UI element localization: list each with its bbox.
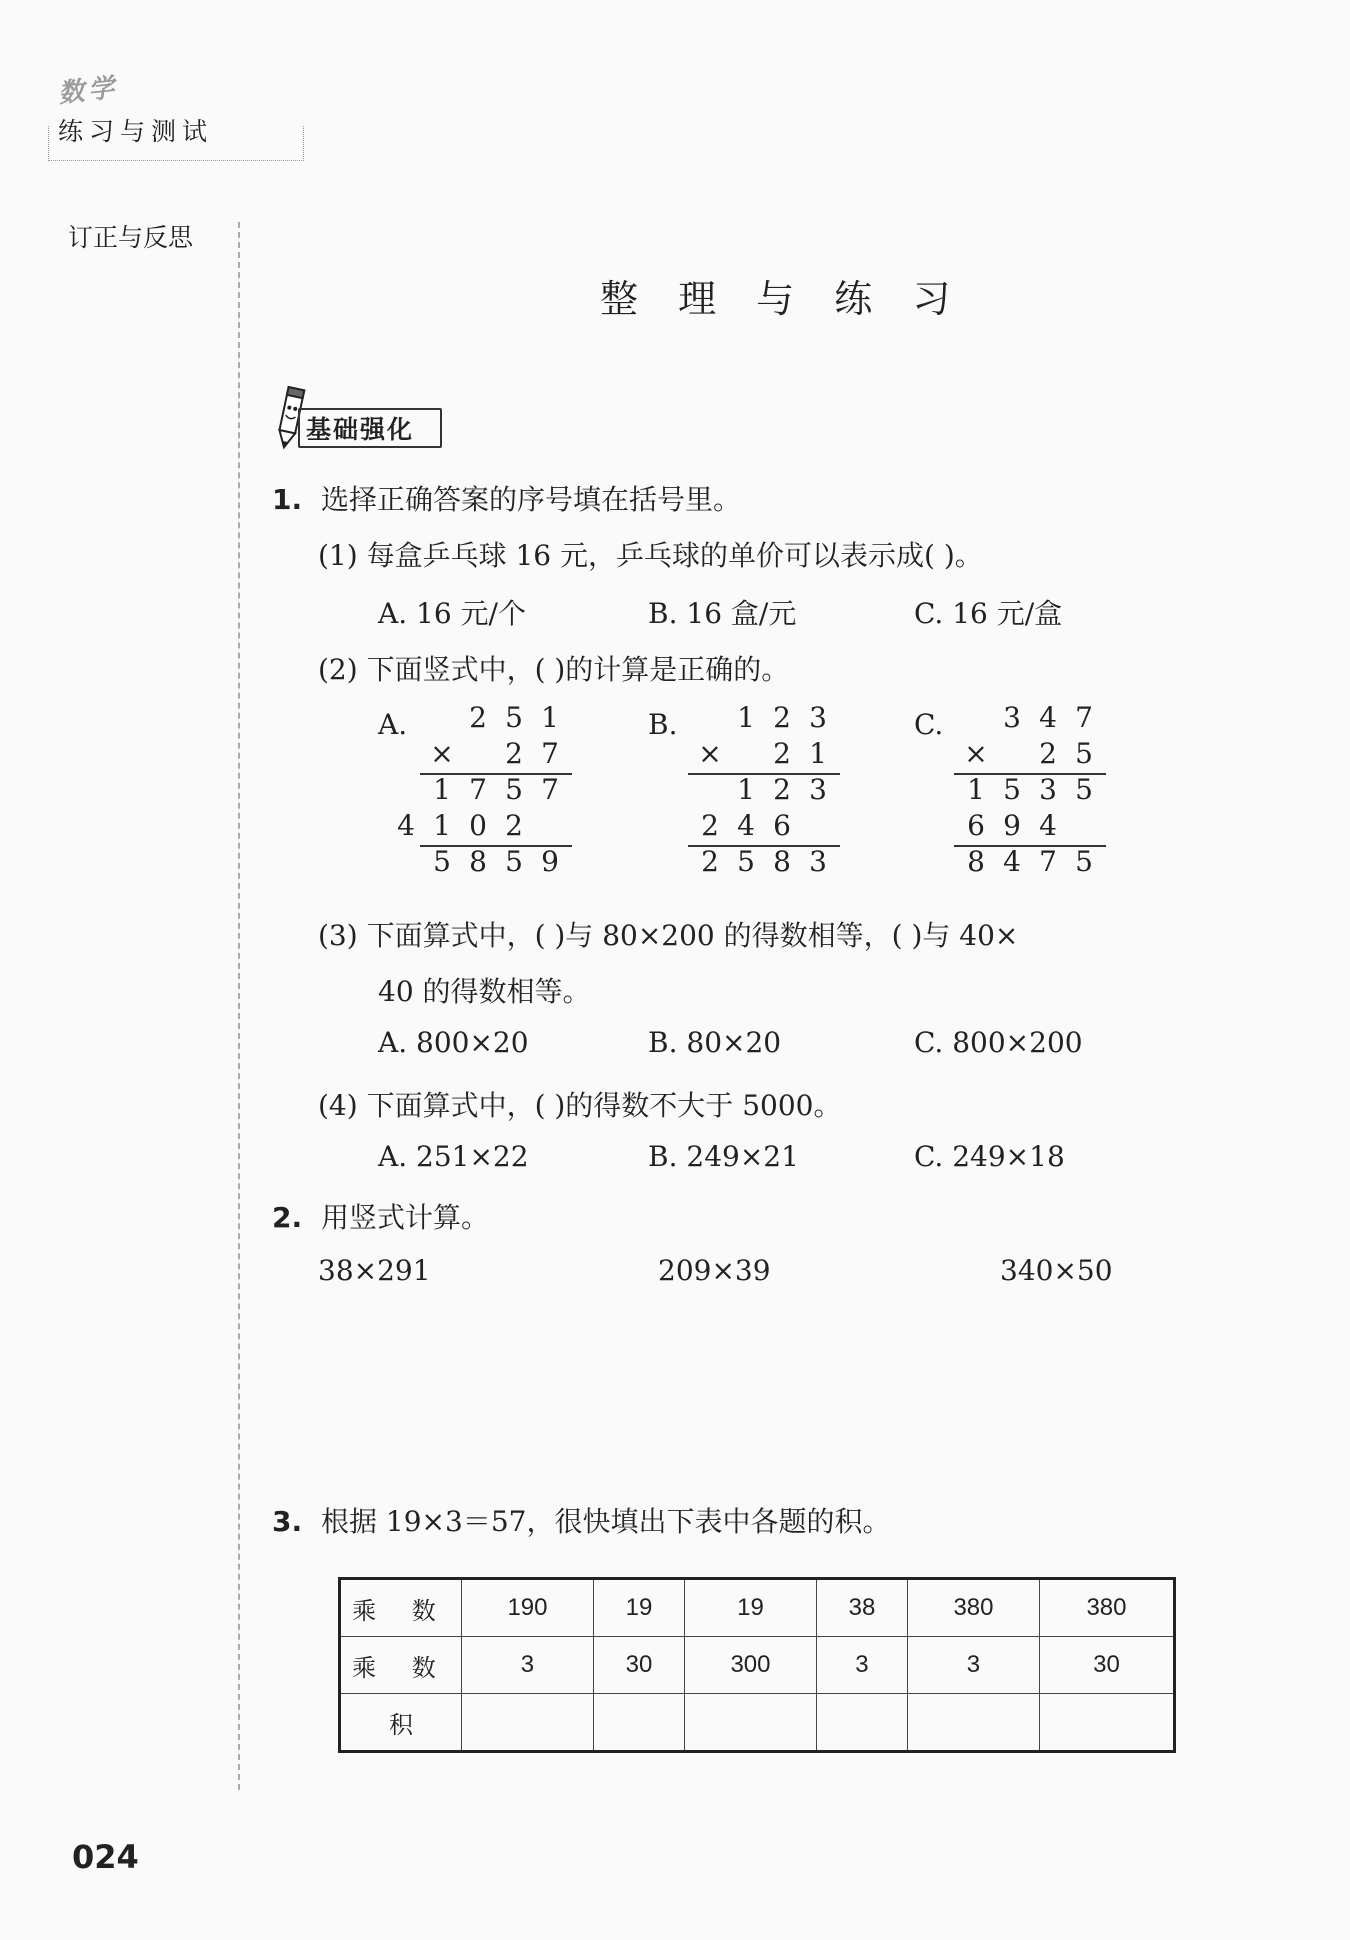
q1-sub4-option-c: C. 249×18 — [914, 1140, 1065, 1173]
q1-line — [272, 478, 741, 518]
q1-sub3-option-a: A. 800×20 — [378, 1026, 529, 1059]
calc-digit: 2 — [505, 737, 523, 770]
q1-sub3-line2: 40 的得数相等。 — [378, 975, 591, 1008]
vertical-calc-b — [692, 700, 842, 890]
calc-digit: 5 — [433, 845, 451, 878]
calc-digit: 4 — [1003, 845, 1021, 878]
q3-number: 3. — [272, 1505, 303, 1538]
answer-cell[interactable] — [685, 1694, 817, 1752]
q1-sub1-stem: (1) 每盒乒乓球 16 元，乒乓球的单价可以表示成( )。 — [318, 539, 983, 572]
answer-cell[interactable] — [462, 1694, 594, 1752]
calc-c-label: C. — [914, 708, 944, 741]
calc-rule-line — [420, 773, 572, 775]
q1-number: 1. — [272, 483, 303, 516]
calc-digit: 7 — [541, 737, 559, 770]
calc-digit: 2 — [505, 809, 523, 842]
calc-digit: 5 — [737, 845, 755, 878]
q2-number: 2. — [272, 1201, 303, 1234]
calc-digit: 5 — [1075, 737, 1093, 770]
calc-digit: 2 — [773, 737, 791, 770]
table-cell: 30 — [1039, 1637, 1174, 1694]
calc-digit: 5 — [505, 845, 523, 878]
q2-expr-3: 340×50 — [1000, 1254, 1113, 1287]
answer-cell[interactable] — [816, 1694, 907, 1752]
calc-digit: 3 — [809, 845, 827, 878]
page-number: 024 — [72, 1838, 139, 1876]
calc-digit: 1 — [737, 701, 755, 734]
calc-b-label: B. — [648, 708, 678, 741]
calc-rule-line — [954, 845, 1106, 847]
q1-sub4-stem: (4) 下面算式中，( )的得数不大于 5000。 — [318, 1089, 842, 1122]
q1-sub1-option-b: B. 16 盒/元 — [648, 597, 797, 630]
q1-sub4-option-b: B. 249×21 — [648, 1140, 799, 1173]
table-row — [340, 1637, 1175, 1694]
table-cell: 3 — [816, 1637, 907, 1694]
table-cell: 19 — [685, 1579, 817, 1637]
row-label: 积 — [340, 1694, 462, 1752]
page-title: 整 理 与 练 习 — [600, 277, 965, 321]
calc-digit: 7 — [1075, 701, 1093, 734]
calc-digit: 5 — [1075, 773, 1093, 806]
calc-digit: 6 — [967, 809, 985, 842]
calc-digit: 2 — [701, 845, 719, 878]
row-label: 乘 数 — [340, 1579, 462, 1637]
table-cell: 3 — [908, 1637, 1040, 1694]
calc-digit: 7 — [1039, 845, 1057, 878]
calc-digit: 5 — [505, 773, 523, 806]
q1-sub3-option-b: B. 80×20 — [648, 1026, 782, 1059]
calc-digit: 2 — [773, 773, 791, 806]
calc-digit: 3 — [1039, 773, 1057, 806]
table-cell: 30 — [593, 1637, 684, 1694]
calc-digit: 4 — [397, 809, 415, 842]
calc-digit: 4 — [737, 809, 755, 842]
q2-stem: 用竖式计算。 — [321, 1201, 490, 1234]
calc-digit: 4 — [1039, 701, 1057, 734]
table-row — [340, 1694, 1175, 1752]
q1-sub1-option-c: C. 16 元/盒 — [914, 597, 1063, 630]
calc-digit: 2 — [1039, 737, 1057, 770]
margin-divider — [238, 222, 240, 1790]
q1-sub4-option-a: A. 251×22 — [378, 1140, 529, 1173]
times-sign: × — [430, 737, 454, 770]
subject-label: 数学 — [56, 72, 120, 110]
calc-rule-line — [420, 845, 572, 847]
margin-label: 订正与反思 — [68, 223, 194, 252]
q1-stem: 选择正确答案的序号填在括号里。 — [321, 483, 742, 516]
calc-digit: 1 — [809, 737, 827, 770]
calc-digit: 6 — [773, 809, 791, 842]
answer-cell[interactable] — [908, 1694, 1040, 1752]
calc-digit: 3 — [1003, 701, 1021, 734]
q1-sub3-line1: (3) 下面算式中，( )与 80×200 的得数相等，( )与 40× — [318, 919, 1019, 952]
calc-digit: 8 — [773, 845, 791, 878]
q2-expr-1: 38×291 — [318, 1254, 431, 1287]
times-sign: × — [698, 737, 722, 770]
table-cell: 3 — [462, 1637, 594, 1694]
calc-digit: 1 — [433, 773, 451, 806]
calc-digit: 1 — [541, 701, 559, 734]
table-cell: 19 — [593, 1579, 684, 1637]
calc-digit: 2 — [701, 809, 719, 842]
calc-digit: 8 — [967, 845, 985, 878]
calc-digit: 8 — [469, 845, 487, 878]
calc-digit: 7 — [469, 773, 487, 806]
calc-digit: 3 — [809, 773, 827, 806]
calc-digit: 0 — [469, 809, 487, 842]
calc-rule-line — [688, 773, 840, 775]
calc-digit: 5 — [505, 701, 523, 734]
table-cell: 38 — [816, 1579, 907, 1637]
section-tag: 基础强化 — [306, 415, 415, 444]
q1-sub3-option-c: C. 800×200 — [914, 1026, 1083, 1059]
calc-digit: 1 — [967, 773, 985, 806]
q1-sub1-option-a: A. 16 元/个 — [378, 597, 526, 630]
times-sign: × — [964, 737, 988, 770]
table-cell: 190 — [462, 1579, 594, 1637]
table-cell: 380 — [1039, 1579, 1174, 1637]
calc-digit: 3 — [809, 701, 827, 734]
calc-digit: 1 — [737, 773, 755, 806]
q2-line — [272, 1196, 489, 1236]
calc-rule-line — [688, 845, 840, 847]
calc-digit: 9 — [541, 845, 559, 878]
calc-digit: 9 — [1003, 809, 1021, 842]
calc-a-label: A. — [378, 708, 408, 741]
table-cell: 380 — [908, 1579, 1040, 1637]
calc-digit: 5 — [1075, 845, 1093, 878]
table-row — [340, 1579, 1175, 1637]
answer-cell[interactable] — [593, 1694, 684, 1752]
answer-cell[interactable] — [1039, 1694, 1174, 1752]
calc-digit: 7 — [541, 773, 559, 806]
vertical-calc-c — [958, 700, 1108, 890]
calc-digit: 5 — [1003, 773, 1021, 806]
calc-rule-line — [954, 773, 1106, 775]
row-label: 乘 数 — [340, 1637, 462, 1694]
table-cell: 300 — [685, 1637, 817, 1694]
product-table — [338, 1577, 1176, 1753]
q3-line — [272, 1500, 890, 1540]
calc-digit: 4 — [1039, 809, 1057, 842]
calc-digit: 2 — [773, 701, 791, 734]
q3-stem: 根据 19×3＝57，很快填出下表中各题的积。 — [321, 1505, 891, 1538]
book-title: 练习与测试 — [58, 117, 214, 146]
calc-digit: 1 — [433, 809, 451, 842]
q2-expr-2: 209×39 — [658, 1254, 771, 1287]
vertical-calc-a — [397, 700, 574, 890]
q1-sub2-stem: (2) 下面竖式中，( )的计算是正确的。 — [318, 653, 790, 686]
calc-digit: 2 — [469, 701, 487, 734]
